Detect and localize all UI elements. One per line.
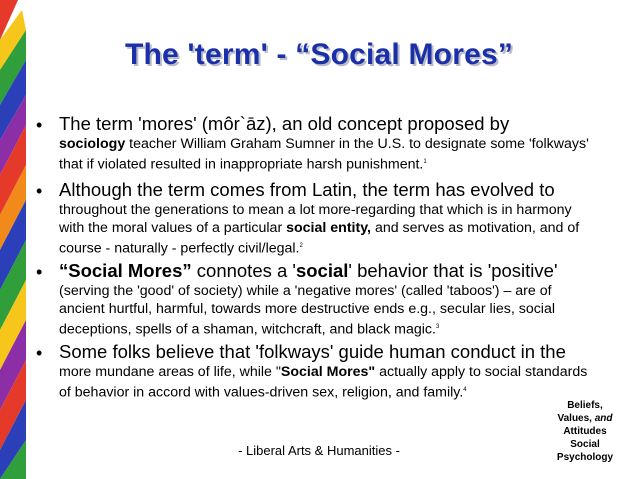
body-text: more mundane areas of life, while " [59, 364, 281, 380]
bullet-item [36, 113, 596, 174]
footnote-marker: 2 [299, 243, 303, 249]
bullet-body-text [59, 201, 596, 258]
course-label-text: Values, [557, 413, 595, 424]
bullet-dot-icon: • [36, 262, 43, 282]
lead-text: ' behavior that is 'positive' [348, 260, 558, 281]
course-label-line: Social [570, 439, 600, 450]
footnote-marker: 1 [423, 159, 427, 165]
body-text: throughout the generations to mean a lot more-regarding that which is in harmony with the moral values of a particular [59, 202, 572, 236]
bold-term: sociology [59, 136, 126, 152]
bullet-lead-text: The term 'mores' (môr`āz), an old concept proposed by [59, 113, 510, 134]
bold-term: Social Mores" [280, 364, 376, 380]
bullet-body-text [59, 282, 596, 339]
bullet-item [36, 260, 596, 339]
course-label-line: Psychology [556, 452, 614, 463]
bullet-dot-icon: • [36, 115, 43, 135]
body-text: (serving the 'good' of society) while a 'negative mores' (called 'taboos') – are of ancient hurtful, harmful, towards more destructive ends e.g., secular lies, social deceptions, spells of a shaman, witchcraft, and black magic. [59, 283, 556, 338]
body-text: teacher William Graham Sumner in the U.S. to designate some 'folkways' that if violated resulted in inappropriate harsh punishment. [59, 136, 589, 173]
course-label-italic: and [594, 413, 613, 424]
slide-footer: - Liberal Arts & Humanities - [238, 443, 400, 458]
bullet-item [36, 179, 596, 258]
bullet-item [36, 341, 596, 402]
bold-term: “Social Mores” [59, 260, 192, 281]
bold-term: social [295, 260, 349, 281]
course-label [546, 399, 624, 464]
lead-text: connotes a ' [191, 260, 296, 281]
course-label-line: Attitudes [563, 426, 607, 437]
course-label-line [546, 412, 624, 425]
body-text: actually apply to social standards of behavior in accord with values-driven sex, religion, and family. [59, 364, 588, 401]
bullet-lead-text: Some folks believe that 'folkways' guide human conduct in the [59, 341, 566, 362]
body-text: and serves as motivation, and of course - naturally - perfectly civil/legal. [59, 220, 580, 257]
footnote-marker: 4 [463, 387, 467, 393]
footnote-marker: 3 [435, 324, 440, 330]
course-label-line: Beliefs, [567, 400, 603, 411]
bullet-dot-icon: • [36, 181, 43, 201]
bullet-lead-text: Although the term comes from Latin, the term has evolved to [59, 179, 555, 200]
slide-title: The 'term' - “Social Mores” [124, 38, 514, 71]
bullet-body-text [59, 363, 596, 402]
bullet-body-text [59, 135, 596, 174]
bold-term: social entity, [286, 220, 371, 236]
bullet-lead-text [59, 260, 596, 282]
bullet-dot-icon: • [36, 343, 43, 363]
